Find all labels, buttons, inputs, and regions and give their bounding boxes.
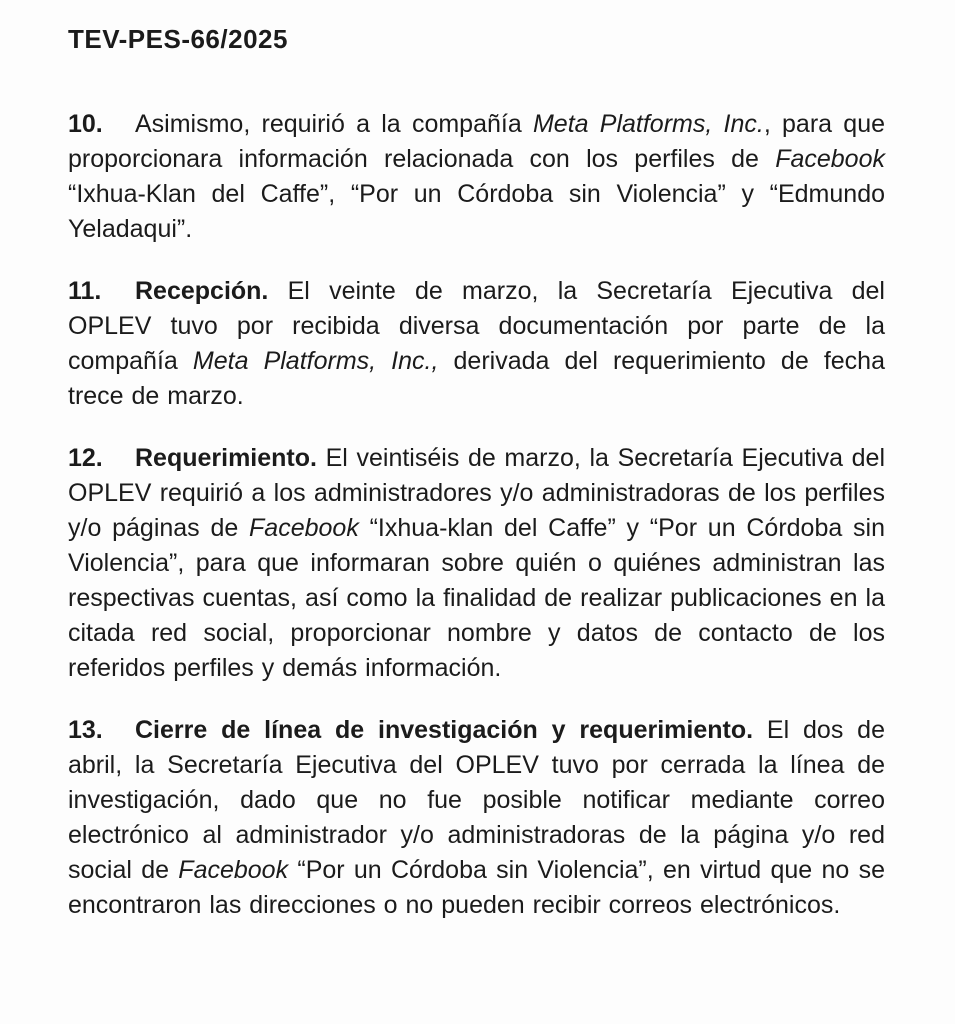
text-segment: Meta Platforms, Inc., — [192, 347, 439, 375]
text-segment: “Ixhua-Klan del Caffe”, “Por un Córdoba sin Violencia” y “Edmundo Yeladaqui”. — [68, 180, 885, 243]
paragraph-12-number: 12. — [68, 444, 103, 472]
paragraph-12-text — [68, 444, 885, 682]
paragraph-13 — [68, 713, 885, 923]
text-segment: Facebook — [178, 856, 289, 884]
paragraph-10 — [68, 107, 885, 247]
paragraph-12 — [68, 441, 885, 686]
text-segment: Asimismo, requirió a la compañía — [135, 110, 533, 138]
paragraph-13-text — [68, 716, 885, 919]
paragraph-11-number: 11. — [68, 277, 102, 305]
paragraph-13-number: 13. — [68, 716, 103, 744]
paragraph-11-text — [68, 277, 885, 410]
text-segment: derivada del requerimiento de fecha trece de marzo. — [68, 347, 885, 410]
text-segment: “Por un Córdoba sin Violencia”, en virtud que no se encontraron las direcciones o no pueden recibir correos electrónicos. — [68, 856, 885, 919]
text-segment: “Ixhua-klan del Caffe” y “Por un Córdoba sin Violencia”, para que informaran sobre quién o quiénes administran las respectivas cuentas, así como la finalidad de realizar publicaciones en la citada red social, proporcionar nombre y datos de contacto de los referidos perfiles y demás información. — [68, 514, 885, 682]
text-segment: El veintiséis de marzo, la Secretaría Ejecutiva del OPLEV requirió a los administradores y/o administradoras de los perfiles y/o páginas de — [68, 444, 885, 542]
paragraph-11 — [68, 274, 885, 414]
text-segment: El dos de abril, la Secretaría Ejecutiva del OPLEV tuvo por cerrada la línea de investigación, dado que no fue posible notificar mediante correo electrónico al administrador y/o administradoras de la página y/o red social de — [68, 716, 885, 884]
text-segment: Meta Platforms, Inc. — [532, 110, 764, 138]
text-segment: Requerimiento. — [135, 444, 326, 472]
text-segment: , para que proporcionara información relacionada con los perfiles de — [68, 110, 885, 173]
text-segment: Cierre de línea de investigación y requerimiento. — [135, 716, 767, 744]
text-segment: Recepción. — [135, 277, 288, 305]
text-segment: El veinte de marzo, la Secretaría Ejecutiva del OPLEV tuvo por recibida diversa documentación por parte de la compañía — [68, 277, 885, 375]
text-segment: Facebook — [775, 145, 885, 173]
paragraph-10-text — [68, 110, 885, 243]
case-number: TEV-PES-66/2025 — [68, 24, 288, 54]
paragraph-10-number: 10. — [68, 110, 103, 138]
text-segment: Facebook — [249, 514, 359, 542]
